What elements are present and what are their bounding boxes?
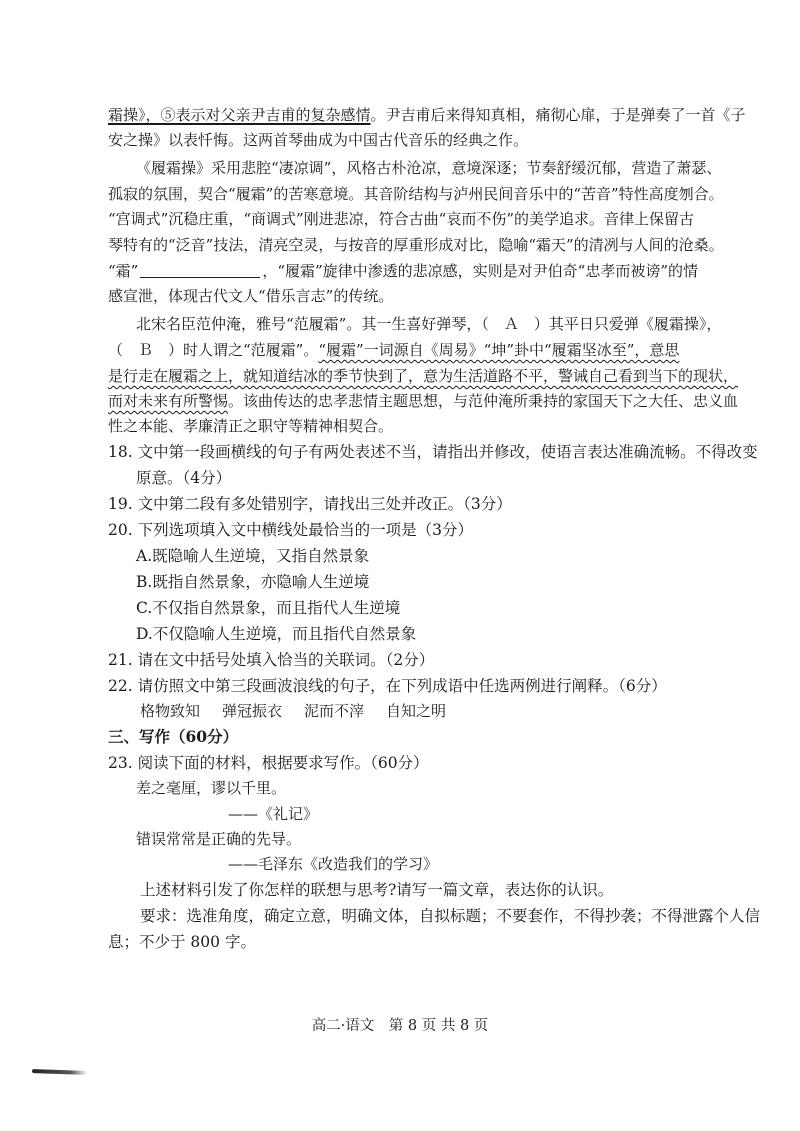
question-20: 20. 下列选项填入文中横线处最恰当的一项是（3分） bbox=[108, 521, 473, 539]
page-footer: 高二·语文 第 8 页 共 8 页 bbox=[311, 1018, 489, 1034]
wavy-sentence: 是行走在履霜之上，就知道结冰的季节快到了，意为生活道路不平，警诫自己看到当下的现状， bbox=[108, 367, 739, 385]
question-23: 23. 阅读下面的材料，根据要求写作。（60分） bbox=[108, 754, 429, 772]
passage-p2-line1: 《履霜操》采用悲腔“凄凉调”，风格古朴沧凉，意境深逐；节奏舒缓沉郁，营造了萧瑟、 bbox=[136, 159, 722, 177]
passage-p1-line2: 安之操》以表忏悔。这两首琴曲成为中国古代音乐的经典之作。 bbox=[108, 131, 529, 149]
section-heading-writing: 三、写作（60分） bbox=[108, 727, 239, 746]
idiom-item: 自知之明 bbox=[386, 702, 447, 720]
passage-p2-line4: 琴特有的“泛音”技法，清亮空灵，与按音的厚重形成对比，隐喻“霜天”的清冽与人间的沧桑。 bbox=[108, 236, 724, 254]
material-quote-1: 差之毫厘，谬以千里。 bbox=[136, 779, 287, 797]
option-d: D.不仅隐喻人生逆境，而且指代自然景象 bbox=[136, 625, 417, 643]
wavy-sentence: “履霜”一词源自《周易》“坤”卦中“履霜坚冰至”，意思 bbox=[318, 341, 680, 359]
question-18-cont: 原意。（4分） bbox=[136, 469, 232, 487]
passage-p2-line2: 孤寂的氛围，契合“履霜”的苦寒意境。其音阶结构与泸州民间音乐中的“苦音”特性高度刎合。 bbox=[108, 185, 724, 203]
option-c: C.不仅指自然景象，而且指代人生逆境 bbox=[136, 599, 401, 617]
scan-mark bbox=[32, 1069, 87, 1075]
passage-p3-line1: 北宋名臣范仲淹，雅号“范履霜”。其一生喜好弹琴，（ Ａ ）其平日只爱弹《履霜操》， bbox=[136, 315, 722, 333]
passage-p3-line4: 而对未来有所警惕。该曲传达的忠孝悲情主题思想，与范仲淹所秉持的家国天下之大任、忠义血 bbox=[108, 392, 739, 410]
idiom-item: 泥而不滓 bbox=[304, 702, 365, 720]
option-a: A.既隐喻人生逆境，又指自然景象 bbox=[136, 547, 370, 565]
writing-requirements-cont: 息；不少于 800 字。 bbox=[108, 933, 256, 951]
idiom-item: 格物致知 bbox=[140, 702, 201, 720]
passage-p3-line2: （ Ｂ ）时人谓之“范履霜”。“履霜”一词源自《周易》“坤”卦中“履霜坚冰至”，意思 bbox=[108, 341, 680, 359]
question-19: 19. 文中第二段有多处错别字，请找出三处并改正。（3分） bbox=[108, 495, 512, 513]
wavy-sentence: 而对未来有所警惕 bbox=[108, 392, 229, 410]
writing-requirements: 要求：选准角度，确定立意，明确文体，自拟标题；不要套作，不得抄袭；不得泄露个人信 bbox=[140, 907, 761, 925]
material-source-2: ——毛泽东《改造我们的学习》 bbox=[228, 855, 439, 873]
question-21: 21. 请在文中括号处填入恰当的关联词。（2分） bbox=[108, 651, 435, 669]
idiom-list bbox=[140, 699, 468, 723]
material-source-1: ——《礼记》 bbox=[228, 805, 319, 823]
passage-p2-line3: “宫调式”沉稳庄重，“商调式”刚进悲凉，符合古曲“哀而不伤”的美学追求。音律上保留古 bbox=[108, 210, 695, 228]
answer-blank bbox=[140, 261, 260, 278]
question-18: 18. 文中第一段画横线的句子有两处表述不当，请指出并修改，使语言表达准确流畅。不得改变 bbox=[108, 443, 758, 461]
passage-p2-line5: “霜” ，“履霜”旋律中渗透的悲凉感，实则是对尹伯奇“忠孝而被谤”的情 bbox=[108, 262, 699, 280]
underlined-sentence: 霜操》，⑤表示对父亲尹吉甫的复杂感情 bbox=[108, 106, 371, 124]
passage-p3-line3 bbox=[108, 364, 738, 388]
idiom-item: 弹冠振衣 bbox=[222, 702, 283, 720]
option-b: B.既指自然景象，亦隐喻人生逆境 bbox=[136, 573, 370, 591]
passage-p1-line1: 霜操》，⑤表示对父亲尹吉甫的复杂感情。尹吉甫后来得知真相，痛彻心扉，于是弹奏了一首《子 bbox=[108, 106, 746, 124]
question-22: 22. 请仿照文中第三段画波浪线的句子，在下列成语中任选两例进行阐释。（6分） bbox=[108, 677, 667, 695]
passage-p2-line6: 感宣泄，体现古代文人“借乐言志”的传统。 bbox=[108, 287, 394, 305]
material-quote-2: 错误常常是正确的先导。 bbox=[136, 830, 302, 848]
passage-p3-line5: 性之本能、孝廉清正之职守等精神相契合。 bbox=[108, 417, 394, 435]
writing-prompt: 上述材料引发了你怎样的联想与思考?请写一篇文章，表达你的认识。 bbox=[140, 881, 614, 899]
